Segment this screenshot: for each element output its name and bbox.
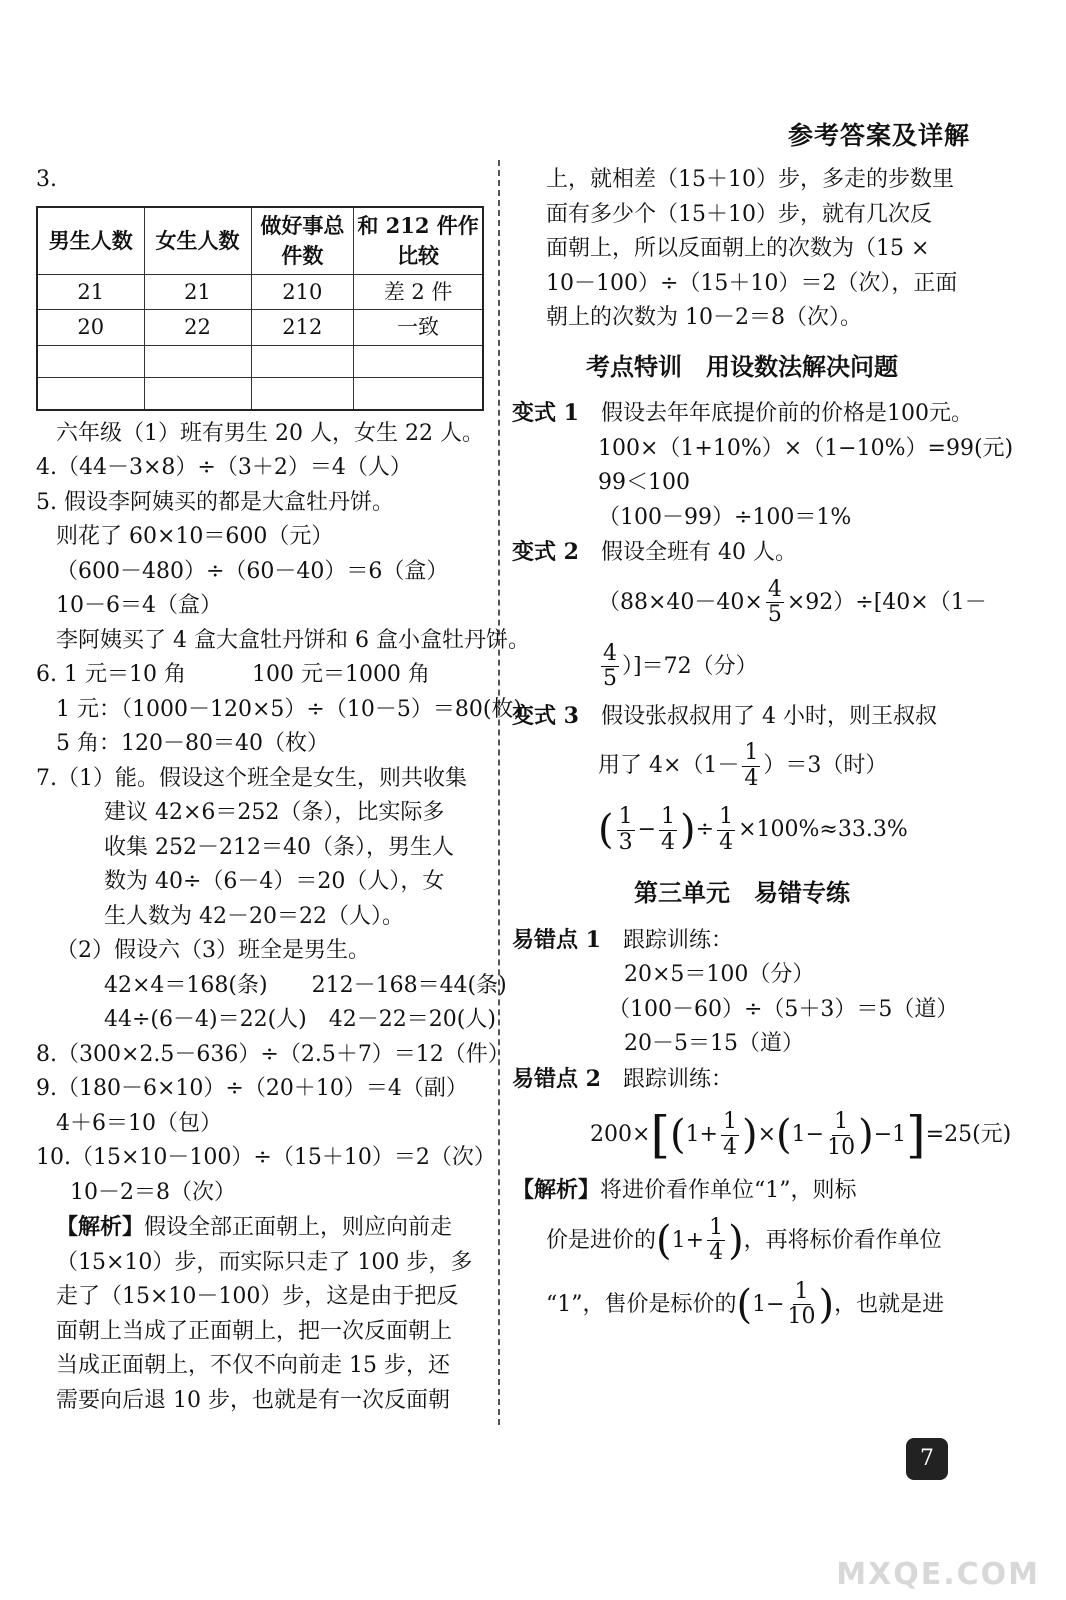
formula-text: 用了 4×（1－ bbox=[598, 753, 740, 778]
q10-line: 10.（15×10－100）÷（15＋10）＝2（次） bbox=[36, 1145, 496, 1170]
table-header-row bbox=[37, 207, 483, 275]
formula-text: ×100%≈33.3% bbox=[738, 817, 908, 842]
fraction-denominator: 4 bbox=[719, 829, 734, 855]
analysis-line: 面朝上当成了正面朝上，把一次反面朝上 bbox=[56, 1318, 453, 1344]
q3-number: 3. bbox=[36, 167, 57, 192]
variant-3-line bbox=[512, 699, 972, 735]
continued-line: 上，就相差（15＋10）步，多走的步数里 bbox=[546, 167, 954, 192]
table-header: 和 212 件作比较 bbox=[354, 207, 483, 275]
right-paren: ) bbox=[728, 1217, 744, 1264]
fraction-denominator: 10 bbox=[827, 1134, 856, 1160]
q5-line: 则花了 60×10＝600（元） bbox=[56, 524, 334, 549]
variant-3-formula bbox=[512, 734, 972, 798]
fraction-numerator: 4 bbox=[603, 640, 617, 666]
table-header: 女生人数 bbox=[144, 207, 251, 275]
right-column bbox=[512, 163, 1014, 1337]
analysis-line bbox=[36, 1210, 488, 1246]
formula-text: ×92）÷[40×（1－ bbox=[786, 589, 987, 615]
q4-answer: 4.（44－3×8）÷（3＋2）＝4（人） bbox=[36, 455, 412, 480]
error-point-1-line: （100－60）÷（5＋3）＝5（道） bbox=[608, 996, 959, 1022]
q9-line: 4＋6＝10（包） bbox=[56, 1110, 222, 1136]
fraction bbox=[766, 578, 784, 627]
formula-text: =25(元) bbox=[925, 1122, 1012, 1147]
variant-3-formula: ( $\frac{1}{3}$ − $\frac{1}{4}$ )÷ $\frac{1}{4}$ ×100%≈33.3% bbox=[598, 804, 908, 855]
table-cell bbox=[354, 377, 483, 410]
table-cell: 22 bbox=[144, 310, 251, 346]
fraction-numerator: 1 bbox=[834, 1109, 849, 1135]
fraction-denominator: 4 bbox=[744, 765, 759, 791]
fraction bbox=[742, 741, 760, 790]
formula-text: ）]＝72（分） bbox=[622, 653, 758, 679]
analysis-line bbox=[512, 1173, 972, 1209]
right-paren: ) bbox=[818, 1281, 835, 1328]
q7-line: 生人数为 42－20＝22（人）。 bbox=[104, 903, 404, 929]
q5-line: 5. 假设李阿姨买的都是大盒牡丹饼。 bbox=[36, 489, 394, 515]
fraction bbox=[827, 1110, 855, 1159]
error-point-text: 跟踪训练： bbox=[622, 927, 733, 953]
left-paren: ( bbox=[669, 1112, 686, 1158]
analysis-line: “1”，售价是标价的(1− $\frac{1}{10}$ )，也就是进 bbox=[546, 1278, 945, 1329]
fraction-denominator: 3 bbox=[618, 829, 633, 855]
fraction-denominator: 5 bbox=[767, 602, 782, 627]
q7-line: 建议 42×6＝252（条），比实际多 bbox=[104, 800, 445, 825]
q10-line: 10－2＝8（次） bbox=[70, 1179, 236, 1205]
column-divider bbox=[498, 160, 500, 1425]
table-cell bbox=[144, 377, 251, 410]
analysis-label: 【解析】 bbox=[56, 1214, 145, 1240]
variant-2-formula bbox=[512, 635, 972, 699]
left-paren: ( bbox=[776, 1112, 792, 1158]
table-cell bbox=[37, 345, 144, 377]
fraction bbox=[601, 642, 619, 691]
q6-line: 6. 1 元＝10 角 100 元＝1000 角 bbox=[36, 662, 430, 687]
table-cell bbox=[251, 377, 354, 410]
fraction bbox=[707, 1216, 725, 1265]
q3-answer: 六年级（1）班有男生 20 人，女生 22 人。 bbox=[56, 420, 484, 446]
fraction-numerator: 1 bbox=[618, 804, 633, 830]
page-header: 参考答案及详解 bbox=[787, 121, 970, 150]
fraction bbox=[659, 805, 677, 854]
q7-line: 42×4＝168(条) 212－168＝44(条) bbox=[104, 972, 507, 998]
q7-line: 收集 252－212＝40（条），男生人 bbox=[104, 834, 454, 860]
variant-2-line bbox=[512, 535, 972, 571]
analysis-text: ，再将标价看作单位 bbox=[743, 1227, 942, 1253]
table-cell: 差 2 件 bbox=[354, 274, 483, 310]
q8-answer: 8.（300×2.5－636）÷（2.5＋7）＝12（件） bbox=[36, 1041, 510, 1067]
table-header: 做好事总件数 bbox=[251, 207, 354, 275]
error-point-2-formula: 200×[(1+ $\frac{1}{4}$ )×(1− $\frac{1}{10}$ )−1]=25(元) bbox=[590, 1106, 1012, 1164]
page-number: 7 bbox=[906, 1438, 948, 1480]
right-paren: ) bbox=[742, 1112, 758, 1158]
formula-text: ）＝3（时） bbox=[763, 753, 888, 778]
variant-text: 假设张叔叔用了 4 小时，则王叔叔 bbox=[600, 703, 937, 729]
analysis-line: 走了（15×10－100）步，这是由于把反 bbox=[56, 1284, 459, 1309]
fraction bbox=[617, 805, 635, 854]
error-point-label: 易错点 1 bbox=[512, 926, 601, 953]
variant-1-line bbox=[512, 396, 972, 432]
fraction-numerator: 1 bbox=[794, 1278, 809, 1304]
analysis-line: 需要向后退 10 步，也就是有一次反面朝 bbox=[56, 1387, 450, 1413]
q6-line: 1 元：（1000－120×5）÷（10－5）＝80(枚) bbox=[56, 696, 522, 722]
q5-line: 李阿姨买了 4 盒大盒牡丹饼和 6 盒小盒牡丹饼。 bbox=[56, 627, 530, 653]
fraction-denominator: 4 bbox=[723, 1134, 737, 1160]
q7-line: 7.（1）能。假设这个班全是女生，则共收集 bbox=[36, 765, 467, 791]
fraction-denominator: 10 bbox=[787, 1304, 816, 1329]
error-point-1-line: 20×5＝100（分） bbox=[624, 962, 815, 987]
table-cell bbox=[37, 377, 144, 410]
continued-line: 10－100）÷（15＋10）＝2（次），正面 bbox=[546, 270, 958, 296]
analysis-label: 【解析】 bbox=[512, 1177, 601, 1203]
answer-table bbox=[36, 206, 484, 411]
left-paren: ( bbox=[736, 1281, 753, 1328]
continued-line: 面朝上，所以反面朝上的次数为（15 × bbox=[546, 236, 930, 261]
right-bracket: ] bbox=[906, 1106, 926, 1164]
table-cell: 21 bbox=[144, 274, 251, 310]
formula-text: 200× bbox=[590, 1122, 651, 1147]
q7-line: 44÷(6－4)＝22(人) 42－22＝20(人) bbox=[104, 1007, 496, 1032]
fraction-numerator: 1 bbox=[661, 804, 676, 830]
fraction bbox=[717, 805, 735, 854]
fraction-numerator: 1 bbox=[723, 1109, 737, 1135]
table-row bbox=[37, 310, 483, 346]
fraction-numerator: 1 bbox=[744, 740, 759, 766]
variant-label: 变式 2 bbox=[512, 539, 579, 565]
error-point-1-line: 20－5＝15（道） bbox=[624, 1031, 804, 1056]
table-cell bbox=[354, 345, 483, 377]
left-bracket: [ bbox=[650, 1106, 670, 1164]
continued-line: 朝上的次数为 10－2＝8（次）。 bbox=[546, 305, 862, 330]
table-cell: 212 bbox=[251, 310, 354, 346]
continued-line: 面有多少个（15＋10）步，就有几次反 bbox=[546, 201, 932, 227]
fraction-numerator: 1 bbox=[719, 804, 734, 830]
section-title: 第三单元 易错专练 bbox=[634, 878, 850, 907]
fraction bbox=[721, 1110, 739, 1159]
variant-1-line: 99＜100 bbox=[598, 470, 690, 495]
table-header: 男生人数 bbox=[37, 207, 144, 275]
q7-line: （2）假设六（3）班全是男生。 bbox=[56, 938, 370, 963]
table-row bbox=[37, 377, 483, 410]
q5-line: 10－6＝4（盒） bbox=[56, 593, 222, 618]
analysis-text: ，也就是进 bbox=[834, 1291, 945, 1317]
watermark: MXQE.COM bbox=[836, 1557, 1040, 1592]
variant-label: 变式 1 bbox=[512, 400, 579, 426]
analysis-line: 价是进价的(1+ $\frac{1}{4}$ )，再将标价看作单位 bbox=[546, 1214, 942, 1265]
left-paren: ( bbox=[598, 807, 614, 853]
variant-text: 假设全班有 40 人。 bbox=[600, 540, 797, 565]
variant-1-line: 100×（1+10%）×（1−10%）=99(元) bbox=[598, 435, 1014, 461]
table-cell: 210 bbox=[251, 274, 354, 310]
error-point-1-line bbox=[512, 923, 972, 959]
table-cell: 21 bbox=[37, 274, 144, 310]
fraction-denominator: 4 bbox=[661, 829, 676, 855]
left-column bbox=[36, 163, 530, 1418]
analysis-text: 价是进价的 bbox=[546, 1227, 657, 1253]
table-row bbox=[37, 274, 483, 310]
section-title: 考点特训 用设数法解决问题 bbox=[586, 351, 898, 381]
analysis-text: 将进价看作单位“1”，则标 bbox=[600, 1178, 857, 1203]
q5-line: （600－480）÷（60－40）＝6（盒） bbox=[56, 558, 449, 584]
analysis-text: 假设全部正面朝上，则应向前走 bbox=[144, 1215, 453, 1240]
analysis-text: “1”，售价是标价的 bbox=[546, 1291, 737, 1317]
right-paren: ) bbox=[680, 807, 696, 853]
table-cell: 一致 bbox=[354, 310, 483, 346]
q7-line: 数为 40÷（6－4）＝20（人），女 bbox=[104, 869, 445, 894]
right-paren: ) bbox=[858, 1112, 874, 1158]
error-point-2-line bbox=[512, 1062, 972, 1098]
q9-line: 9.（180－6×10）÷（20＋10）＝4（副） bbox=[36, 1076, 468, 1101]
error-point-text: 跟踪训练： bbox=[622, 1066, 733, 1092]
q6-line: 5 角：120－80＝40（枚） bbox=[56, 731, 329, 756]
variant-2-formula bbox=[512, 571, 987, 635]
fraction-denominator: 5 bbox=[603, 666, 617, 691]
variant-1-line: （100－99）÷100＝1% bbox=[598, 504, 852, 530]
formula-text: （88×40－40× bbox=[598, 589, 763, 615]
table-cell bbox=[144, 345, 251, 377]
table-cell: 20 bbox=[37, 310, 144, 346]
variant-label: 变式 3 bbox=[512, 702, 579, 729]
error-point-label: 易错点 2 bbox=[512, 1065, 601, 1092]
fraction bbox=[788, 1280, 816, 1329]
table-row bbox=[37, 345, 483, 377]
analysis-line: 当成正面朝上，不仅不向前走 15 步，还 bbox=[56, 1353, 450, 1378]
fraction-numerator: 4 bbox=[767, 576, 782, 602]
fraction-numerator: 1 bbox=[709, 1214, 724, 1240]
analysis-line: （15×10）步，而实际只走了 100 步，多 bbox=[56, 1249, 473, 1275]
left-paren: ( bbox=[656, 1217, 672, 1264]
variant-text: 假设去年年底提价前的价格是100元。 bbox=[600, 401, 973, 426]
fraction-denominator: 4 bbox=[709, 1240, 724, 1265]
table-cell bbox=[251, 345, 354, 377]
